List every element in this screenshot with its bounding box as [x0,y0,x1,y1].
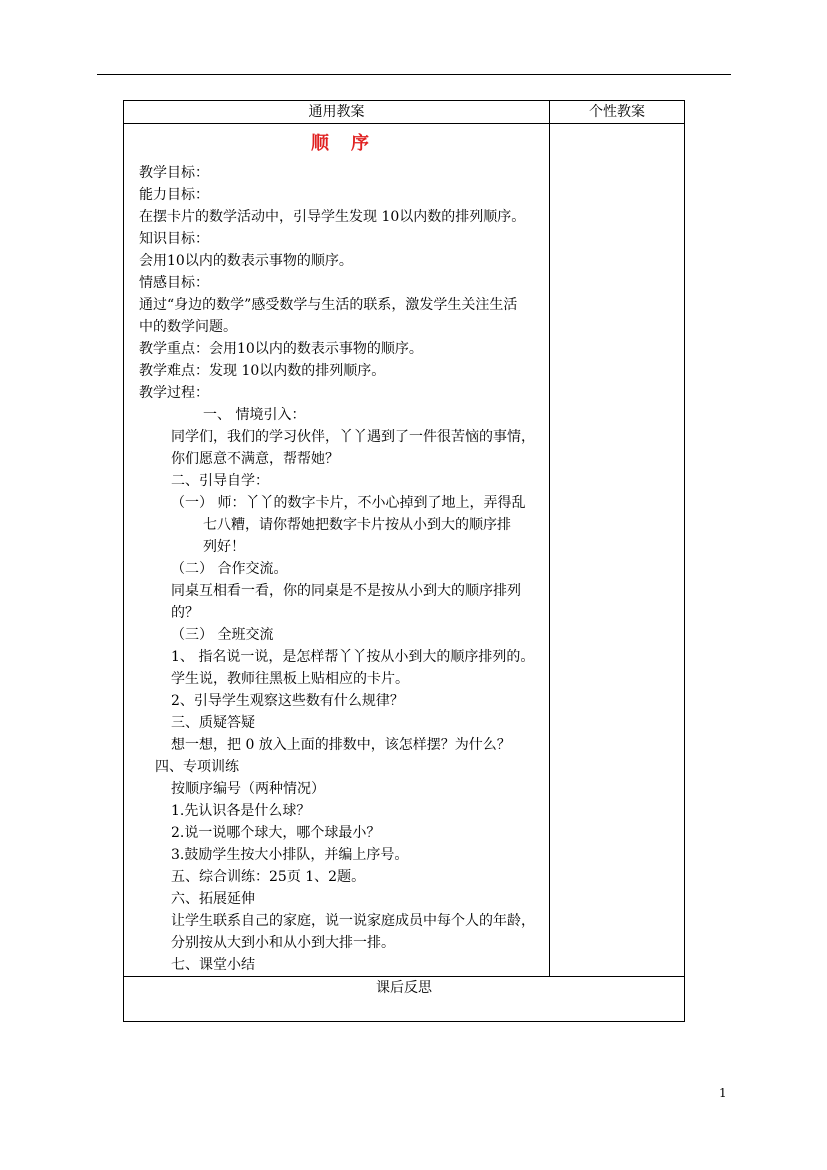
header-side: 个性教案 [550,101,685,124]
section-heading: 七、课堂小结 [171,957,255,973]
text-line: （二） 合作交流。 [171,561,288,577]
text-line: 知识目标： [139,231,209,247]
section-heading: 一、 情境引入： [203,407,306,423]
reflection-cell: 课后反思 [124,977,685,1022]
section-heading: 二、引导自学： [171,473,269,489]
side-notes-cell [550,124,685,977]
text-line: 情感目标： [139,275,209,291]
section-heading: 三、质疑答疑 [171,715,255,731]
text-line: 学生说，教师往黑板上贴相应的卡片。 [171,671,409,687]
text-line: 同学们，我们的学习伙伴，丫丫遇到了一件很苦恼的事情， [171,429,535,445]
text-line: 会用10以内的数表示事物的顺序。 [139,253,353,269]
header-main: 通用教案 [124,101,550,124]
text-line: 2.说一说哪个球大，哪个球最小？ [171,825,381,841]
page-number: 1 [719,1086,727,1100]
text-line: 教学目标： [139,165,209,181]
text-line: 1、 指名说一说，是怎样帮丫丫按从小到大的顺序排列的。 [171,649,535,665]
text-line: 列好！ [203,539,245,555]
text-line: 能力目标： [139,187,209,203]
lesson-title-part1: 顺 [311,133,331,154]
text-line: 的？ [171,605,199,621]
text-line: （三） 全班交流 [171,627,274,643]
section-heading: 四、专项训练 [155,759,239,775]
text-line: 在摆卡片的数学活动中，引导学生发现 10以内数的排列顺序。 [139,209,526,225]
header-rule [97,74,731,75]
text-line: 教学重点：会用10以内的数表示事物的顺序。 [139,341,423,357]
main-content-cell [124,124,550,977]
text-line: 让学生联系自己的家庭，说一说家庭成员中每个人的年龄， [171,913,535,929]
text-line: 教学难点：发现 10以内数的排列顺序。 [139,363,386,379]
text-line: 1.先认识各是什么球？ [171,803,311,819]
text-line: 通过“身边的数学”感受数学与生活的联系，激发学生关注生活 [139,297,518,313]
text-line: （一） 师：丫丫的数字卡片，不小心掉到了地上，弄得乱 [171,495,526,511]
text-line: 按顺序编号（两种情况） [171,781,325,797]
text-line: 2、引导学生观察这些数有什么规律？ [171,693,404,709]
text-line: 3.鼓励学生按大小排队，并编上序号。 [171,847,409,863]
text-line: 想一想，把 0 放入上面的排数中，该怎样摆？为什么？ [171,737,511,753]
text-line: 教学过程： [139,385,209,401]
section-heading: 五、综合训练：25页 1、2题。 [171,869,366,885]
lesson-plan-table [123,100,685,1022]
text-line: 分别按从大到小和从小到大排一排。 [171,935,395,951]
section-heading: 六、拓展延伸 [171,891,255,907]
text-line: 你们愿意不满意，帮帮她？ [171,451,339,467]
text-line: 中的数学问题。 [139,319,237,335]
text-line: 七八糟，请你帮她把数字卡片按从小到大的顺序排 [203,517,511,533]
lesson-title [139,130,543,158]
lesson-title-part2: 序 [351,133,371,154]
text-line: 同桌互相看一看，你的同桌是不是按从小到大的顺序排列 [171,583,521,599]
